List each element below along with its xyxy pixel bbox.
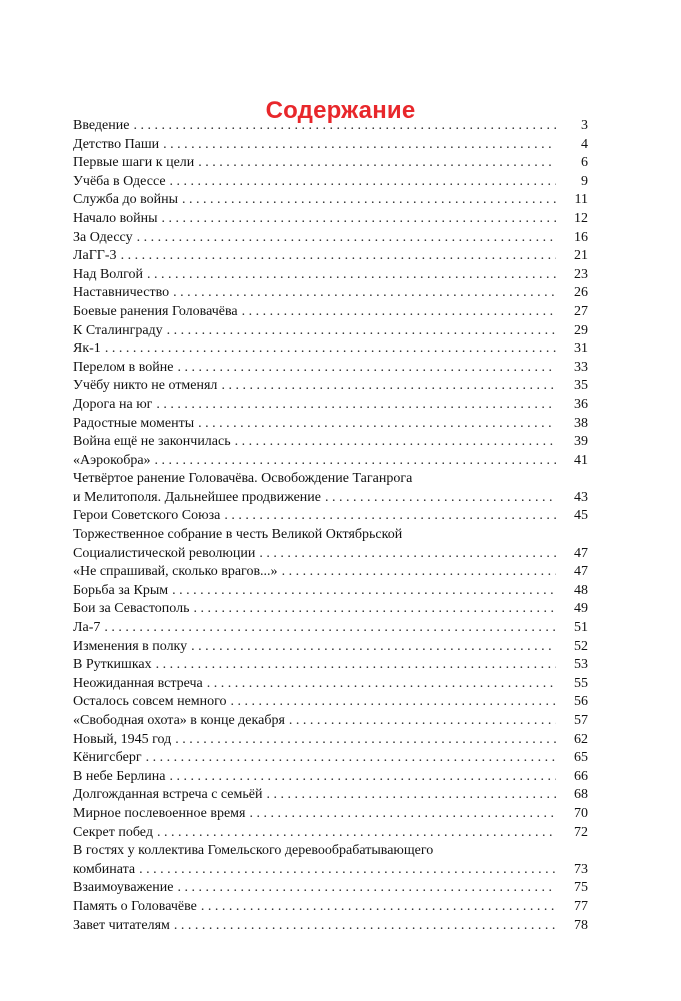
toc-entry xyxy=(73,879,588,898)
toc-entry xyxy=(73,638,588,657)
toc-entry xyxy=(73,768,588,787)
toc-dot-leader xyxy=(177,359,556,378)
toc-entry-line xyxy=(73,415,588,434)
toc-entry-line xyxy=(73,861,588,880)
toc-entry-line xyxy=(73,693,588,712)
toc-dot-leader xyxy=(198,154,556,173)
toc-entry-title: и Мелитополя. Дальнейшее продвижение xyxy=(73,489,321,505)
toc-entry-title: Начало войны xyxy=(73,210,158,226)
toc-entry-title: комбината xyxy=(73,861,136,877)
toc-entry-line xyxy=(73,396,588,415)
toc-entry-line xyxy=(73,322,588,341)
toc-entry xyxy=(73,154,588,173)
toc-dot-leader xyxy=(147,266,556,285)
toc-entry xyxy=(73,247,588,266)
toc-entry xyxy=(73,136,588,155)
toc-entry-title: Социалистической революции xyxy=(73,545,256,561)
toc-dot-leader xyxy=(207,675,556,694)
toc-entry-line xyxy=(73,768,588,787)
toc-entry-line xyxy=(73,582,588,601)
toc-dot-leader xyxy=(182,191,556,210)
toc-entry xyxy=(73,693,588,712)
toc-dot-leader xyxy=(156,656,556,675)
toc-entry xyxy=(73,563,588,582)
toc-entry xyxy=(73,191,588,210)
toc-dot-leader xyxy=(249,805,556,824)
toc-entry-title: Неожиданная встреча xyxy=(73,675,203,691)
toc-entry-title: Торжественное собрание в честь Великой Октябрьской xyxy=(73,527,403,543)
toc-entry-line xyxy=(73,712,588,731)
toc-dot-leader xyxy=(156,396,556,415)
toc-entry-line xyxy=(73,507,588,526)
toc-entry-title: Память о Головачёве xyxy=(73,898,197,914)
toc-dot-leader xyxy=(177,879,556,898)
toc-entry-line xyxy=(73,824,588,843)
toc-dot-leader xyxy=(146,749,556,768)
toc-page-number: 31 xyxy=(574,341,588,357)
toc-dot-leader xyxy=(121,247,556,266)
toc-entry-line xyxy=(73,619,588,638)
toc-entry xyxy=(73,359,588,378)
toc-page-number: 29 xyxy=(574,322,588,338)
toc-entry xyxy=(73,712,588,731)
toc-dot-leader xyxy=(198,415,556,434)
toc-entry-line xyxy=(73,545,588,564)
toc-entry-line xyxy=(73,898,588,917)
toc-entry-line xyxy=(73,786,588,805)
toc-dot-leader xyxy=(282,563,556,582)
toc-entry xyxy=(73,526,588,563)
toc-entry xyxy=(73,284,588,303)
toc-entry-line xyxy=(73,600,588,619)
toc-entry xyxy=(73,266,588,285)
toc-dot-leader xyxy=(137,229,556,248)
toc-entry xyxy=(73,396,588,415)
toc-entry-title: Учёбу никто не отменял xyxy=(73,378,218,394)
toc-entry-title: Новый, 1945 год xyxy=(73,731,172,747)
toc-dot-leader xyxy=(163,136,556,155)
toc-entry-title: Борьба за Крым xyxy=(73,582,169,598)
toc-dot-leader xyxy=(235,433,556,452)
toc-entry-title: Четвёртое ранение Головачёва. Освобождение Таганрога xyxy=(73,471,413,487)
toc-entry-line xyxy=(73,563,588,582)
toc-entry xyxy=(73,917,588,936)
toc-entry-line xyxy=(73,638,588,657)
toc-dot-leader xyxy=(325,489,556,508)
toc-entry-title: Герои Советского Союза xyxy=(73,508,221,524)
toc-page-number: 39 xyxy=(574,434,588,450)
toc-entry-line xyxy=(73,284,588,303)
toc-entry-title: Введение xyxy=(73,118,130,133)
toc-page-number: 47 xyxy=(574,545,588,561)
toc-entry xyxy=(73,805,588,824)
toc-page-number: 68 xyxy=(574,787,588,803)
toc-dot-leader xyxy=(162,210,556,229)
toc-entry-line xyxy=(73,842,588,861)
toc-entry xyxy=(73,470,588,507)
toc-dot-leader xyxy=(174,917,556,936)
toc-entry-line xyxy=(73,303,588,322)
toc-entry-line xyxy=(73,173,588,192)
toc-page-number: 27 xyxy=(574,303,588,319)
toc-entry-title: ЛаГГ-3 xyxy=(73,248,117,264)
toc-page-number: 75 xyxy=(574,880,588,896)
toc-entry-line xyxy=(73,247,588,266)
toc-entry-title: Перелом в войне xyxy=(73,359,174,375)
toc-entry-line xyxy=(73,433,588,452)
toc-entry-title: Детство Паши xyxy=(73,136,160,152)
toc-page-number: 48 xyxy=(574,582,588,598)
toc-entry-title: «Аэрокобра» xyxy=(73,452,151,468)
toc-dot-leader xyxy=(221,377,556,396)
toc-entry-title: Боевые ранения Головачёва xyxy=(73,303,238,319)
toc-entry xyxy=(73,229,588,248)
toc-dot-leader xyxy=(133,117,556,136)
toc-dot-leader xyxy=(169,768,556,787)
toc-entry xyxy=(73,898,588,917)
toc-page-number: 52 xyxy=(574,638,588,654)
page-title: Содержание xyxy=(265,97,416,125)
toc-page-number: 4 xyxy=(581,136,588,152)
toc-page-number: 72 xyxy=(574,824,588,840)
toc-page-number: 11 xyxy=(574,192,588,208)
toc-entry xyxy=(73,415,588,434)
toc-entry xyxy=(73,452,588,471)
toc-entry xyxy=(73,675,588,694)
toc-dot-leader xyxy=(224,507,556,526)
toc-dot-leader xyxy=(191,638,556,657)
toc-entry xyxy=(73,117,588,136)
toc-entry-line xyxy=(73,879,588,898)
toc-dot-leader xyxy=(170,173,556,192)
toc-entry-line xyxy=(73,191,588,210)
toc-entry xyxy=(73,749,588,768)
toc-entry-line xyxy=(73,377,588,396)
toc-dot-leader xyxy=(266,786,556,805)
toc-entry-title: Взаимоуважение xyxy=(73,880,174,896)
toc-entry-title: В небе Берлина xyxy=(73,768,166,784)
toc-dot-leader xyxy=(139,861,556,880)
toc-entry xyxy=(73,619,588,638)
toc-entry-line xyxy=(73,656,588,675)
toc-dot-leader xyxy=(201,898,556,917)
toc-entry xyxy=(73,786,588,805)
table-of-contents xyxy=(73,117,588,935)
toc-entry xyxy=(73,433,588,452)
toc-dot-leader xyxy=(242,303,556,322)
toc-entry xyxy=(73,303,588,322)
toc-entry-line xyxy=(73,917,588,936)
toc-page-number: 55 xyxy=(574,675,588,691)
toc-page-number: 65 xyxy=(574,750,588,766)
toc-entry-line xyxy=(73,210,588,229)
toc-dot-leader xyxy=(157,824,556,843)
toc-entry-line xyxy=(73,266,588,285)
toc-page-number: 12 xyxy=(574,210,588,226)
toc-entry-title: Над Волгой xyxy=(73,266,143,282)
toc-entry-title: Кёнигсберг xyxy=(73,750,142,766)
toc-page-number: 43 xyxy=(574,489,588,505)
toc-entry-title: Дорога на юг xyxy=(73,396,153,412)
toc-page-number: 41 xyxy=(574,452,588,468)
toc-entry-title: Долгожданная встреча с семьёй xyxy=(73,787,263,803)
toc-page-number: 21 xyxy=(574,248,588,264)
toc-entry-title: «Свободная охота» в конце декабря xyxy=(73,713,285,728)
toc-entry-title: Первые шаги к цели xyxy=(73,155,195,171)
toc-dot-leader xyxy=(289,712,556,731)
toc-page-number: 16 xyxy=(574,229,588,245)
toc-page-number: 57 xyxy=(574,713,588,728)
toc-page-number: 70 xyxy=(574,805,588,821)
toc-entry xyxy=(73,210,588,229)
toc-entry xyxy=(73,824,588,843)
toc-entry-title: Наставничество xyxy=(73,285,170,301)
toc-entry xyxy=(73,507,588,526)
toc-dot-leader xyxy=(193,600,556,619)
toc-entry-title: Завет читателям xyxy=(73,917,170,933)
toc-page-number: 78 xyxy=(574,917,588,933)
toc-dot-leader xyxy=(231,693,556,712)
toc-dot-leader xyxy=(259,545,556,564)
toc-dot-leader xyxy=(167,322,556,341)
toc-entry-title: В Руткишках xyxy=(73,657,152,673)
toc-entry-line xyxy=(73,489,588,508)
toc-entry xyxy=(73,340,588,359)
toc-page-number: 49 xyxy=(574,601,588,617)
toc-dot-leader xyxy=(105,340,556,359)
toc-entry-line xyxy=(73,154,588,173)
toc-entry-title: «Не спрашивай, сколько врагов...» xyxy=(73,564,278,580)
toc-entry xyxy=(73,656,588,675)
toc-entry-line xyxy=(73,117,588,136)
toc-page-number: 9 xyxy=(581,173,588,189)
toc-entry-line xyxy=(73,359,588,378)
toc-page-number: 53 xyxy=(574,657,588,673)
toc-entry-title: Учёба в Одессе xyxy=(73,173,166,189)
toc-entry-title: Война ещё не закончилась xyxy=(73,434,231,450)
toc-entry-line xyxy=(73,675,588,694)
toc-dot-leader xyxy=(173,284,556,303)
toc-page-number: 23 xyxy=(574,266,588,282)
toc-page-number: 6 xyxy=(581,155,588,171)
toc-page-number: 66 xyxy=(574,768,588,784)
toc-dot-leader xyxy=(172,582,556,601)
toc-entry-title: Изменения в полку xyxy=(73,638,188,654)
toc-entry-title: Секрет побед xyxy=(73,824,153,840)
toc-entry-line xyxy=(73,136,588,155)
toc-entry xyxy=(73,377,588,396)
toc-entry-title: Бои за Севастополь xyxy=(73,601,190,617)
toc-entry-title: К Сталинграду xyxy=(73,322,163,338)
toc-entry-title: Ла-7 xyxy=(73,620,101,636)
toc-page-number: 38 xyxy=(574,415,588,431)
toc-entry-title: В гостях у коллектива Гомельского деревообрабатывающего xyxy=(73,843,434,859)
toc-page-number: 51 xyxy=(574,620,588,636)
toc-page-number: 47 xyxy=(574,564,588,580)
toc-page-number: 77 xyxy=(574,898,588,914)
toc-page-number: 62 xyxy=(574,731,588,747)
toc-dot-leader xyxy=(175,731,556,750)
toc-entry xyxy=(73,600,588,619)
toc-entry xyxy=(73,173,588,192)
toc-entry-title: За Одессу xyxy=(73,229,133,245)
toc-entry-line xyxy=(73,229,588,248)
toc-entry xyxy=(73,582,588,601)
toc-page-number: 73 xyxy=(574,861,588,877)
toc-entry-title: Як-1 xyxy=(73,341,101,357)
toc-page-number: 26 xyxy=(574,285,588,301)
toc-entry-line xyxy=(73,452,588,471)
toc-page-number: 3 xyxy=(581,118,588,133)
toc-entry-title: Мирное послевоенное время xyxy=(73,805,246,821)
toc-page-number: 35 xyxy=(574,378,588,394)
toc-entry-title: Осталось совсем немного xyxy=(73,694,227,710)
toc-page-number: 45 xyxy=(574,508,588,524)
toc-page-number: 36 xyxy=(574,396,588,412)
toc-entry xyxy=(73,842,588,879)
toc-entry xyxy=(73,322,588,341)
toc-dot-leader xyxy=(104,619,556,638)
toc-entry-title: Служба до войны xyxy=(73,192,178,208)
toc-entry-title: Радостные моменты xyxy=(73,415,195,431)
toc-page-number: 33 xyxy=(574,359,588,375)
toc-entry xyxy=(73,731,588,750)
toc-entry-line xyxy=(73,526,588,545)
toc-dot-leader xyxy=(155,452,556,471)
toc-entry-line xyxy=(73,470,588,489)
toc-entry-line xyxy=(73,805,588,824)
toc-entry-line xyxy=(73,731,588,750)
toc-entry-line xyxy=(73,340,588,359)
toc-entry-line xyxy=(73,749,588,768)
toc-page-number: 56 xyxy=(574,694,588,710)
